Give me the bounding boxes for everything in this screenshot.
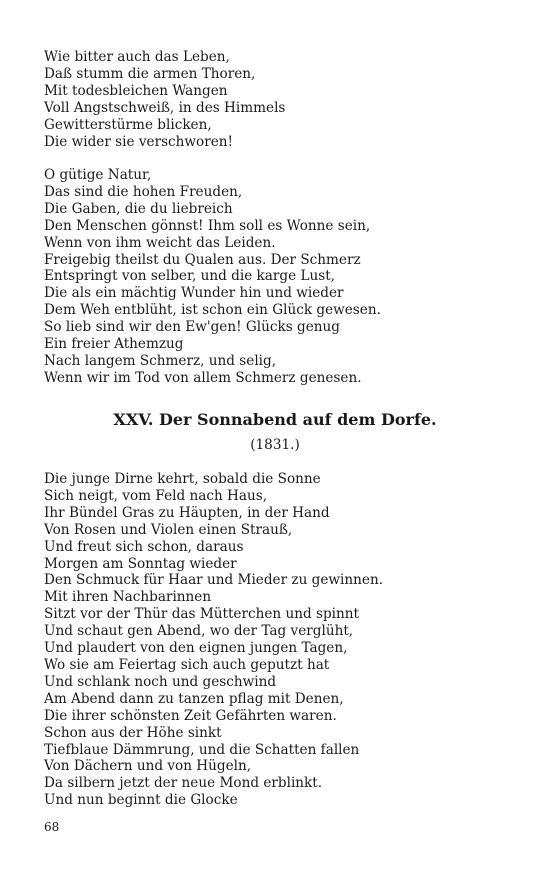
verse-line: Wenn wir im Tod von allem Schmerz genesen. <box>44 369 362 386</box>
verse-line: So lieb sind wir den Ew'gen! Glücks genug <box>44 319 340 336</box>
verse-line: Das sind die hohen Freuden, <box>44 183 243 200</box>
verse-line: Entspringt von selber, und die karge Lust, <box>44 268 336 285</box>
verse-line: Von Dächern und von Hügeln, <box>44 758 252 775</box>
verse-line: Und nun beginnt die Glocke <box>44 792 238 809</box>
verse-line: Den Menschen gönnst! Ihm soll es Wonne sein, <box>44 217 371 234</box>
verse-line: Mit ihren Nachbarinnen <box>44 589 212 606</box>
verse-line: Am Abend dann zu tanzen pflag mit Denen, <box>44 690 344 707</box>
verse-line: Ein freier Athemzug <box>44 336 184 353</box>
verse-line: Freigebig theilst du Qualen aus. Der Schmerz <box>44 251 361 268</box>
page-number: 68 <box>44 820 60 834</box>
verse-line: Morgen am Sonntag wieder <box>44 555 237 572</box>
verse-line: Schon aus der Höhe sinkt <box>44 724 222 741</box>
verse-line: Und schaut gen Abend, wo der Tag verglüht, <box>44 623 354 640</box>
verse-line: Die ihrer schönsten Zeit Gefährten waren. <box>44 707 337 724</box>
verse-line: Wenn von ihm weicht das Leiden. <box>44 234 276 251</box>
verse-line: O gütige Natur, <box>44 167 152 183</box>
verse-line: Und plaudert von den eignen jungen Tagen, <box>44 640 348 657</box>
verse-line: Gewitterstürme blicken, <box>44 116 212 133</box>
verse-line: Daß stumm die armen Thoren, <box>44 65 256 82</box>
verse-line: Dem Weh entblüht, ist schon ein Glück gewesen. <box>44 302 381 319</box>
verse-line: Und schlank noch und geschwind <box>44 673 277 690</box>
verse-line: Sich neigt, vom Feld nach Haus, <box>44 487 268 504</box>
verse-line: Da silbern jetzt der neue Mond erblinkt. <box>44 775 323 792</box>
verse-line: Nach langem Schmerz, und selig, <box>44 352 277 369</box>
verse-line: Von Rosen und Violen einen Strauß, <box>44 521 293 538</box>
verse-line: Die Gaben, die du liebreich <box>44 200 233 217</box>
verse-line: Ihr Bündel Gras zu Häupten, in der Hand <box>44 504 330 521</box>
poem-title: XXV. Der Sonnabend auf dem Dorfe. <box>113 410 437 429</box>
verse-line: Die junge Dirne kehrt, sobald die Sonne <box>44 471 321 487</box>
verse-line: Tiefblaue Dämmrung, und die Schatten fallen <box>44 741 360 758</box>
verse-line: Mit todesbleichen Wangen <box>44 82 228 99</box>
stanza-3 <box>44 471 383 809</box>
verse-line: Wo sie am Feiertag sich auch geputzt hat <box>44 656 330 673</box>
stanza-1 <box>44 49 285 150</box>
verse-line: Die wider sie verschworen! <box>44 133 233 150</box>
verse-line: Den Schmuck für Haar und Mieder zu gewinnen. <box>44 572 384 589</box>
verse-line: Und freut sich schon, daraus <box>44 538 244 555</box>
stanza-2 <box>44 167 381 387</box>
verse-line: Wie bitter auch das Leben, <box>44 49 230 65</box>
poem-year: (1831.) <box>250 437 300 453</box>
verse-line: Die als ein mächtig Wunder hin und wieder <box>44 285 344 302</box>
verse-line: Voll Angstschweiß, in des Himmels <box>44 99 286 116</box>
verse-line: Sitzt vor der Thür das Mütterchen und spinnt <box>44 606 359 623</box>
